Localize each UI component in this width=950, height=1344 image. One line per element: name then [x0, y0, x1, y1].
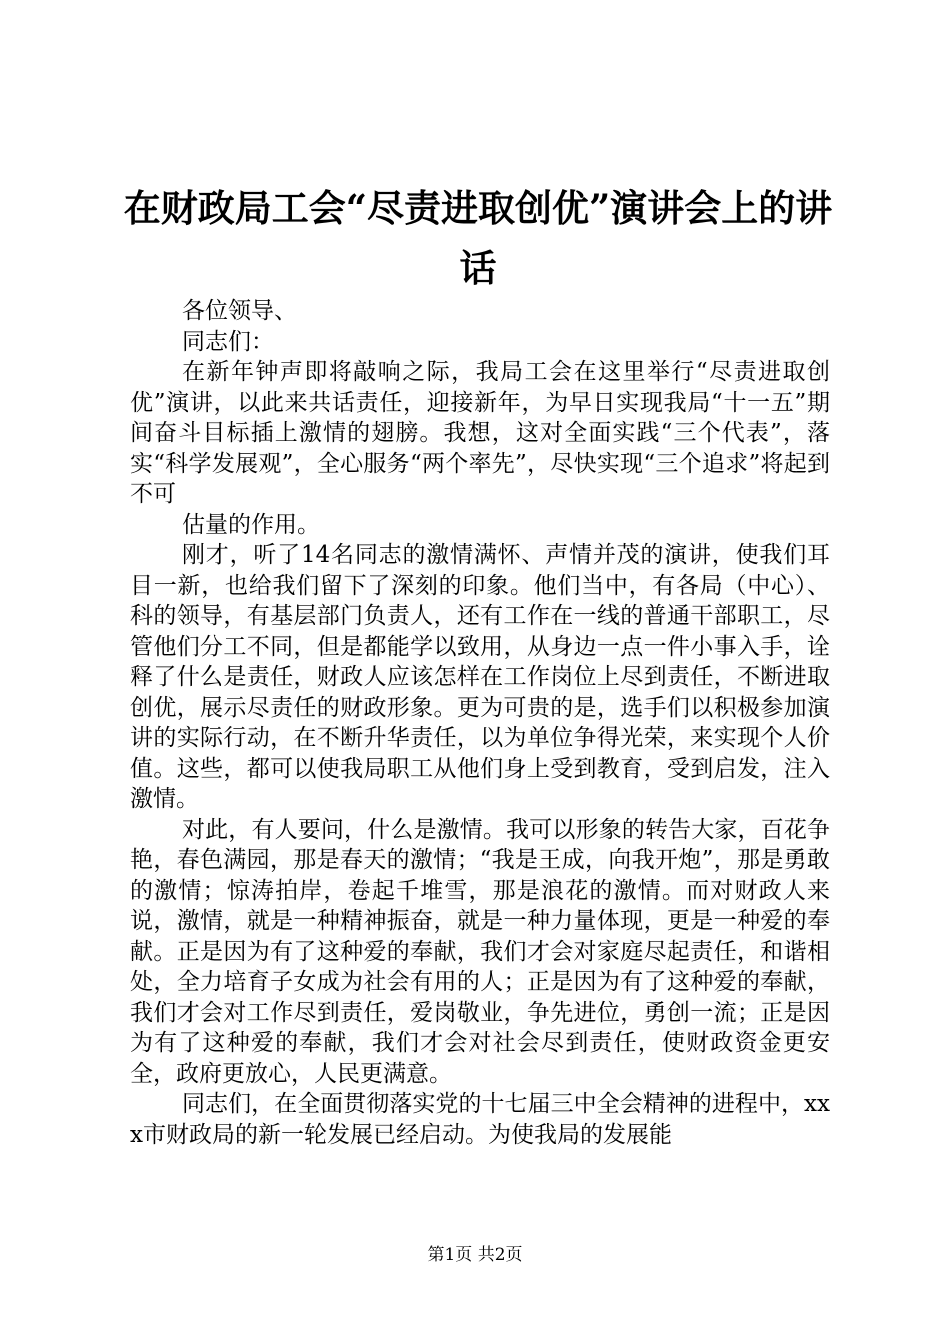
- paragraph-opening-continued: 估量的作用。: [182, 511, 320, 538]
- document-body: [130, 296, 830, 1150]
- paragraph-passion: 对此，有人要问，什么是激情。我可以形象的转告大家，百花争艳，春色满园，那是春天的激情；“我是王成，向我开炮”，那是勇敢的激情；惊涛拍岸，卷起千堆雪，那是浪花的激情。而对财政人来说，激情，就是一种精神振奋，就是一种力量体现，更是一种爱的奉献。正是因为有了这种爱的奉献，我们才会对家庭尽起责任，和谐相处，全力培育子女成为社会有用的人；正是因为有了这种爱的奉献，我们才会对工作尽到责任，爱岗敬业，争先进位，勇创一流；正是因为有了这种爱的奉献，我们才会对社会尽到责任，使财政资金更安全，政府更放心，人民更满意。: [130, 816, 830, 1087]
- salutation-comrades: 同志们：: [182, 328, 274, 355]
- paragraph-speeches: 刚才，听了14名同志的激情满怀、声情并茂的演讲，使我们耳目一新，也给我们留下了深刻的印象。他们当中，有各局（中心）、科的领导，有基层部门负责人，还有工作在一线的普通干部职工，尽管他们分工不同，但是都能学以致用，从身边一点一件小事入手，诠释了什么是责任，财政人应该怎样在工作岗位上尽到责任，不断进取创优，展示尽责任的财政形象。更为可贵的是，选手们以积极参加演讲的实际行动，在不断升华责任，以为单位争得光荣，来实现个人价值。这些，都可以使我局职工从他们身上受到教育，受到启发，注入激情。: [130, 542, 830, 812]
- document-title: 在财政局工会“尽责进取创优”演讲会上的讲话: [123, 186, 833, 290]
- paragraph-opening: 在新年钟声即将敲响之际，我局工会在这里举行“尽责进取创优”演讲，以此来共话责任，迎接新年，为早日实现我局“十一五”期间奋斗目标插上激情的翅膀。我想，这对全面实践“三个代表”，落实“科学发展观”，全心服务“两个率先”，尽快实现“三个追求”将起到不可: [130, 359, 830, 507]
- paragraph-development: 同志们，在全面贯彻落实党的十七届三中全会精神的进程中，xxx市财政局的新一轮发展已经启动。为使我局的发展能: [130, 1091, 830, 1148]
- page-number-footer: 第1页 共2页: [427, 1245, 523, 1265]
- salutation-leaders: 各位领导、: [182, 298, 297, 324]
